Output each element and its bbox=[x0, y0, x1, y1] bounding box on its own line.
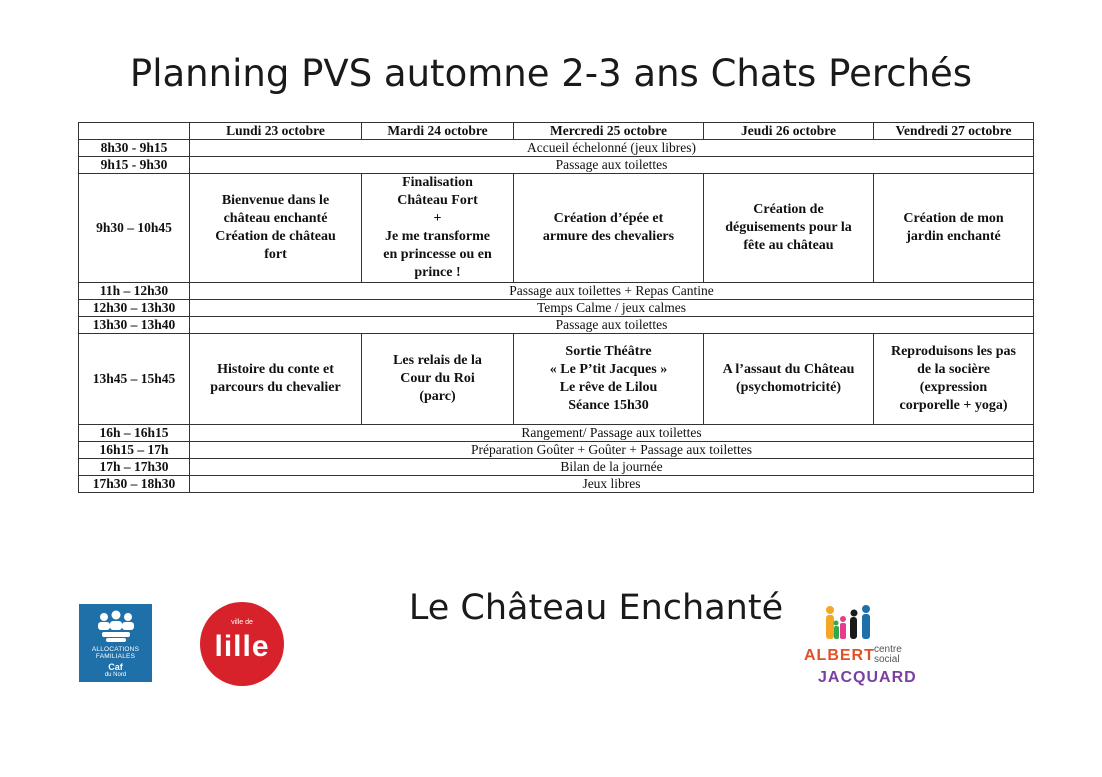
caf-text: Caf bbox=[108, 662, 123, 672]
activity-cell: Bienvenue dans le château enchanté Création de château fort bbox=[190, 174, 362, 283]
table-row bbox=[79, 157, 1034, 174]
time-slot: 13h30 – 13h40 bbox=[79, 317, 190, 334]
all-days-activity: Accueil échelonné (jeux libres) bbox=[190, 140, 1034, 157]
all-days-activity: Rangement/ Passage aux toilettes bbox=[190, 425, 1034, 442]
time-slot: 17h – 17h30 bbox=[79, 459, 190, 476]
theme-title: Le Château Enchanté bbox=[408, 588, 784, 628]
activity-cell: Finalisation Château Fort + Je me transforme en princesse ou en prince ! bbox=[362, 174, 514, 283]
day-header: Mercredi 25 octobre bbox=[514, 123, 704, 140]
page-title: Planning PVS automne 2-3 ans Chats Perchés bbox=[129, 52, 973, 95]
day-header: Jeudi 26 octobre bbox=[704, 123, 874, 140]
time-slot: 12h30 – 13h30 bbox=[79, 300, 190, 317]
time-slot: 8h30 - 9h15 bbox=[79, 140, 190, 157]
all-days-activity: Jeux libres bbox=[190, 476, 1034, 493]
activity-cell: Reproduisons les pas de la socière (expression corporelle + yoga) bbox=[874, 334, 1034, 425]
albert-jacquard-logo bbox=[800, 605, 920, 695]
all-days-activity: Bilan de la journée bbox=[190, 459, 1034, 476]
time-slot: 16h15 – 17h bbox=[79, 442, 190, 459]
activity-cell: Création de déguisements pour la fête au château bbox=[704, 174, 874, 283]
day-header: Mardi 24 octobre bbox=[362, 123, 514, 140]
planning-table bbox=[78, 122, 1034, 493]
time-slot: 9h30 – 10h45 bbox=[79, 174, 190, 283]
time-slot: 13h45 – 15h45 bbox=[79, 334, 190, 425]
all-days-activity: Passage aux toilettes bbox=[190, 157, 1034, 174]
time-slot: 9h15 - 9h30 bbox=[79, 157, 190, 174]
day-header: Vendredi 27 octobre bbox=[874, 123, 1034, 140]
activity-cell: Histoire du conte et parcours du chevalier bbox=[190, 334, 362, 425]
table-row bbox=[79, 283, 1034, 300]
all-days-activity: Préparation Goûter + Goûter + Passage aux toilettes bbox=[190, 442, 1034, 459]
activity-cell: Sortie Théâtre « Le P’tit Jacques » Le rêve de Lilou Séance 15h30 bbox=[514, 334, 704, 425]
caf-text: ALLOCATIONS bbox=[91, 646, 140, 653]
header-row bbox=[79, 123, 1034, 140]
centre-word: centre bbox=[874, 644, 902, 655]
all-days-activity: Passage aux toilettes + Repas Cantine bbox=[190, 283, 1034, 300]
corner-cell bbox=[79, 123, 190, 140]
caf-text: FAMILIALES bbox=[95, 653, 136, 660]
caf-logo bbox=[79, 604, 152, 682]
table-row bbox=[79, 476, 1034, 493]
time-slot: 11h – 12h30 bbox=[79, 283, 190, 300]
table-row bbox=[79, 442, 1034, 459]
family-figures-icon bbox=[800, 605, 920, 645]
lille-small-text: ville de bbox=[231, 619, 253, 626]
table-row bbox=[79, 174, 1034, 283]
albert-centre-social bbox=[874, 645, 902, 665]
lille-big-text: lille bbox=[214, 630, 270, 663]
table-row bbox=[79, 459, 1034, 476]
day-header: Lundi 23 octobre bbox=[190, 123, 362, 140]
activity-cell: Création d’épée et armure des chevaliers bbox=[514, 174, 704, 283]
lille-logo bbox=[200, 602, 284, 686]
table-row bbox=[79, 300, 1034, 317]
table-row bbox=[79, 140, 1034, 157]
activity-cell: Création de mon jardin enchanté bbox=[874, 174, 1034, 283]
all-days-activity: Temps Calme / jeux calmes bbox=[190, 300, 1034, 317]
activity-cell: Les relais de la Cour du Roi (parc) bbox=[362, 334, 514, 425]
social-word: social bbox=[874, 654, 900, 665]
all-days-activity: Passage aux toilettes bbox=[190, 317, 1034, 334]
time-slot: 17h30 – 18h30 bbox=[79, 476, 190, 493]
table-row bbox=[79, 425, 1034, 442]
albert-word: ALBERT bbox=[804, 647, 875, 664]
caf-family-icon bbox=[94, 610, 138, 646]
caf-text: du Nord bbox=[104, 672, 127, 678]
table-row bbox=[79, 317, 1034, 334]
jacquard-word: JACQUARD bbox=[818, 669, 917, 686]
table-row bbox=[79, 334, 1034, 425]
activity-cell: A l’assaut du Château (psychomotricité) bbox=[704, 334, 874, 425]
time-slot: 16h – 16h15 bbox=[79, 425, 190, 442]
